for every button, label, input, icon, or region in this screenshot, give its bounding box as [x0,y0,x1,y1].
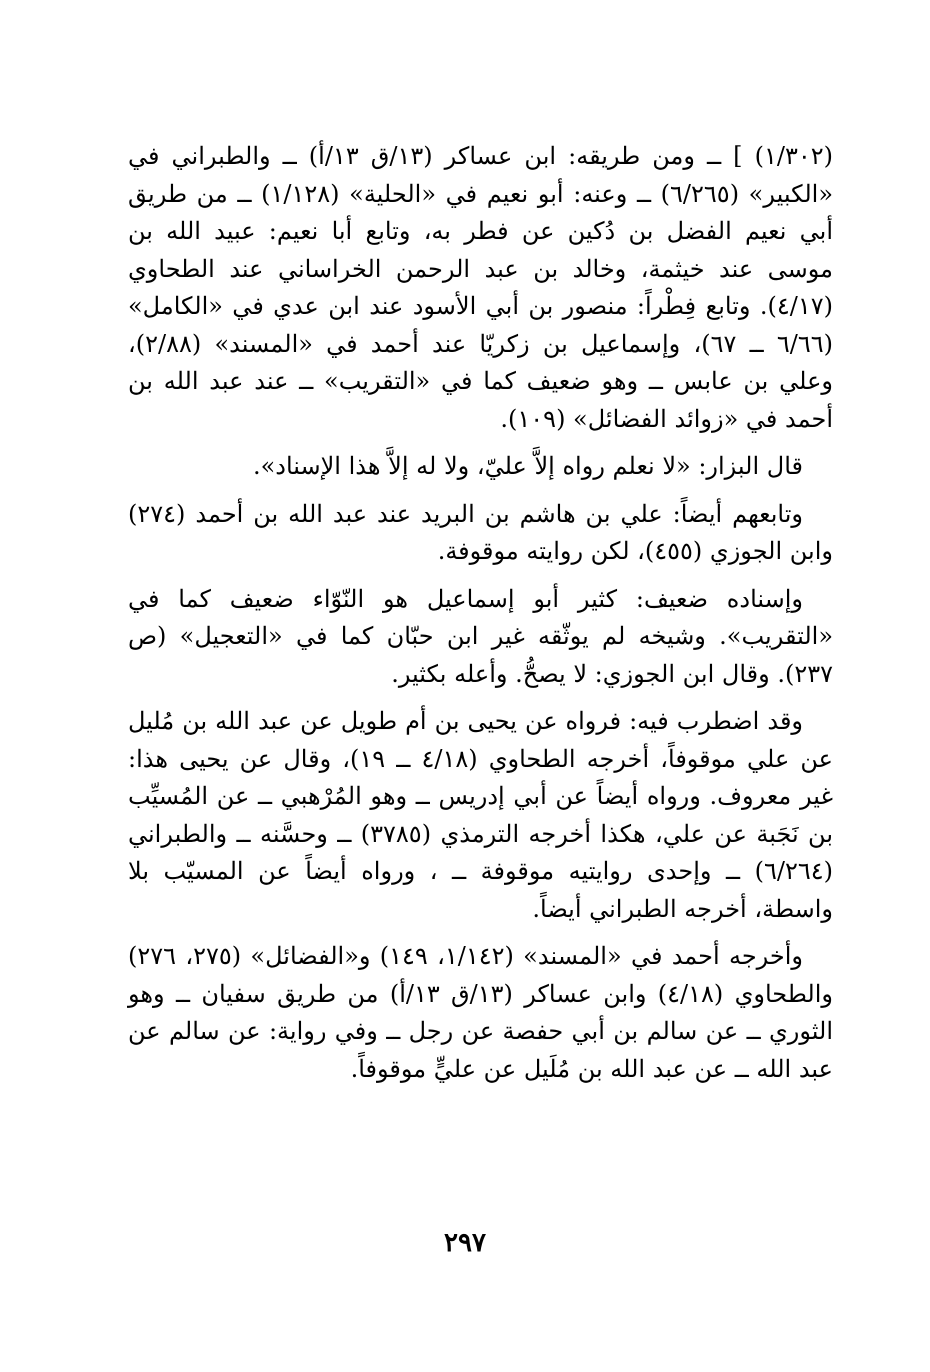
paragraph-6: وأخرجه أحمد في «المسند» (١/١٤٢، ١٤٩) و«الفضائل» (٢٧٥، ٢٧٦) والطحاوي (٤/١٨) وابن عساكر (١٣/ق ١٣/أ) من طريق سفيان ــ وهو الثوري ــ عن سالم بن أبي حفصة عن رجل ــ وفي رواية: عن سالم عن عبد الله ــ عن عبد الله بن مُلَيل عن عليٍّ موقوفاً. [128,942,833,1083]
paragraph-4: وإسناده ضعيف: كثير أبو إسماعيل هو النّوّاء ضعيف كما في «التقريب». وشيخه لم يوثّقه غير ابن حبّان كما في «التعجيل» (ص ٢٣٧). وقال ابن الجوزي: لا يصحُّ. وأعله بكثير. [128,584,834,688]
paragraph-3: وتابعهم أيضاً: علي بن هاشم بن البريد عند عبد الله بن أحمد (٢٧٤) وابن الجوزي (٤٥٥)، لكن روايته موقوفة. [128,499,833,565]
paragraph-2: قال البزار: «لا نعلم رواه إلاَّ عليّ، ولا له إلاَّ هذا الإسناد». [252,452,803,480]
paragraph-1: (١/٣٠٢) ] ــ ومن طريقه: ابن عساكر (١٣/ق ١٣/أ) ــ والطبراني في «الكبير» (٦/٢٦٥) ــ وعنه: أبو نعيم في «الحلية» (١/١٢٨) ــ من طريق أبي نعيم الفضل بن دُكين عن فطر به، وتابع أبا نعيم: عبيد الله بن موسى عند خيثمة، وخالد بن عبد الرحمن الخراساني عند الطحاوي (٤/١٧). وتابع فِطْراً: منصور بن أبي الأسود عند ابن عدي في «الكامل» (٦/٦٦ ــ ٦٧)، وإسماعيل بن زكريّا عند أحمد في «المسند» (٢/٨٨)، وعلي بن عابس ــ وهو ضعيف كما في «التقريب» ــ عند عبد الله بن أحمد في «زوائد الفضائل» (١٠٩). [128,142,834,433]
paragraph-5: وقد اضطرب فيه: فرواه عن يحيى بن أم طويل عن عبد الله بن مُليل عن علي موقوفاً، أخرجه الطحاوي (٤/١٨ ــ ١٩)، وقال عن يحيى هذا: غير معروف. ورواه أيضاً عن أبي إدريس ــ وهو المُرْهبي ــ عن المُسيِّب بن نَجَبة عن علي، هكذا أخرجه الترمذي (٣٧٨٥) ــ وحسَّنه ــ والطبراني (٦/٢٦٤) ــ وإحدى روايتيه موقوفة ــ ، ورواه أيضاً عن المسيّب بلا واسطة، أخرجه الطبراني أيضاً. [128,707,833,923]
page-number: ٢٩٧ [444,1228,486,1258]
main-text [128,138,833,1098]
